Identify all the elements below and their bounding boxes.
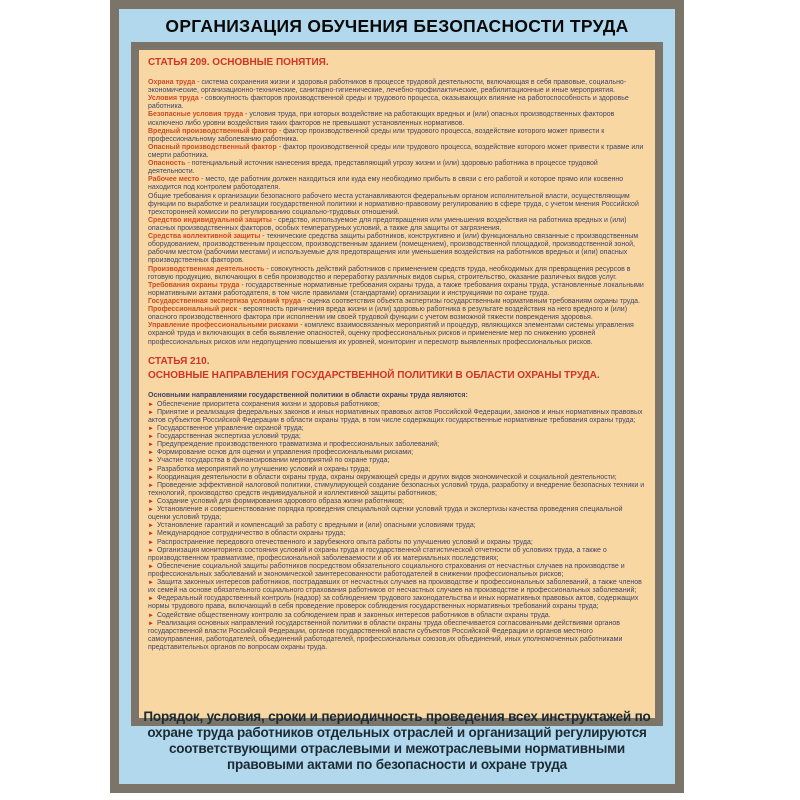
- bullet-text: Создание условий для формирования здорового образа жизни работников;: [156, 498, 404, 506]
- definition-text: - комплекс взаимосвязанных мероприятий и процедур, являющихся элементами системы управления охраной труда и включающих в себя выявление опасностей, оценку профессиональных рисков и применение мер по снижению уровней профессиональных рисков или недопущению повышения их уровней, мониторинг и пересмотр выявленных профессиональных рисков.: [148, 322, 634, 346]
- definition-text: Общие требования к организации безопасного рабочего места устанавливаются федеральным органом исполнительной власти, осуществляющим функции по выработке и реализации государственной политики и нормативно-правовому регулированию в сфере труда, с учетом мнения Российской трехсторонней комиссии по регулированию социально-трудовых отношений.: [148, 192, 639, 216]
- definition-text: - вероятность причинения вреда жизни и (или) здоровью работника в результате воздействия на него вредного и (или) опасного производственного фактора при исполнении им своей трудовой функции с учетом возможной тяжести повреждения здоровья.: [148, 306, 628, 322]
- bullet-text: Обеспечение социальной защиты работников посредством обязательного социального страхования от несчастных случаев на производстве и профессиональных заболеваний и экономической заинтересованности работодателей в снижении профессиональных рисков;: [148, 562, 625, 579]
- definition-text: - фактор производственной среды или трудового процесса, воздействие которого может привести к травме или смерти работника.: [148, 143, 644, 159]
- bullet-item: [148, 579, 646, 595]
- bullet-item: [148, 425, 646, 433]
- bullet-arrow-icon: ►: [148, 434, 154, 441]
- bullet-arrow-icon: ►: [148, 482, 154, 489]
- safety-training-poster: [110, 0, 684, 793]
- bullet-arrow-icon: ►: [148, 409, 154, 416]
- definition-item: [148, 160, 646, 176]
- bullet-item: [148, 474, 646, 482]
- bullet-text: Государственная экспертиза условий труда;: [156, 433, 301, 441]
- bullet-text: Международное сотрудничество в области охраны труда;: [156, 530, 346, 538]
- definition-text: - место, где работник должен находиться или куда ему необходимо прибыть в связи с его работой и которое прямо или косвенно находится под контролем работодателя.: [148, 176, 624, 192]
- bullet-item: [148, 498, 646, 506]
- definition-item: [148, 217, 646, 233]
- bullet-text: Установление и совершенствование порядка проведения специальной оценки условий труда и экспертизы качества проведения специальной оценки условий труда;: [148, 506, 623, 522]
- definition-term: Безопасные условия труда: [148, 111, 244, 119]
- definition-term: Производственная деятельность: [148, 265, 265, 273]
- bullet-text: Защита законных интересов работников, пострадавших от несчастных случаев на производстве и профессиональных заболеваний, а также членов их семей на основе обязательного социального страхования работников от несчастных случаев на производстве и профессиональных заболеваний;: [148, 579, 642, 595]
- article-210-intro: Основными направлениями государственной политики в области охраны труда являются:: [148, 391, 468, 399]
- definition-term: Рабочее место: [148, 176, 200, 184]
- spacer: [148, 384, 646, 392]
- bullet-item: [148, 595, 646, 611]
- bullet-arrow-icon: ►: [148, 401, 154, 408]
- definition-term: Охрана труда: [148, 79, 196, 86]
- definition-term: Средства коллективной защиты: [148, 233, 261, 241]
- poster-title: ОРГАНИЗАЦИЯ ОБУЧЕНИЯ БЕЗОПАСНОСТИ ТРУДА: [165, 16, 629, 36]
- definition-item: [148, 298, 646, 306]
- bullet-text: Координация деятельности в области охраны труда, охраны окружающей среды и других видов экономической и социальной деятельности;: [156, 473, 617, 481]
- definition-item: [148, 128, 646, 144]
- definition-term: Условия труда: [148, 95, 199, 103]
- definition-item: [148, 144, 646, 160]
- bullet-text: Реализация основных направлений государственной политики в области охраны труда обеспечивается согласованными действиями органов государственной власти Российской Федерации, органов государственной власти субъектов Российской Федерации и органов местного самоуправления, работодателей, объединений работодателей, профессиональных союзов,их объединений, иных уполномоченных работниками представительных органов по вопросам охраны труда.: [148, 619, 623, 651]
- article-209-heading: СТАТЬЯ 209. ОСНОВНЫЕ ПОНЯТИЯ.: [148, 57, 329, 68]
- bullet-item: [148, 506, 646, 522]
- bullet-arrow-icon: ►: [148, 458, 154, 465]
- bullet-text: Государственное управление охраной труда;: [156, 425, 304, 433]
- definition-text: - потенциальный источник нанесения вреда, представляющий угрозу жизни и (или) здоровью работника в процессе трудовой деятельности.: [148, 160, 598, 176]
- bullet-arrow-icon: ►: [148, 426, 154, 433]
- bullet-arrow-icon: ►: [148, 499, 154, 506]
- bullet-text: Обеспечение приоритета сохранения жизни и здоровья работников;: [156, 400, 380, 408]
- bullet-arrow-icon: ►: [148, 596, 154, 603]
- article-210-heading-block: [148, 356, 646, 382]
- bullet-item: [148, 466, 646, 474]
- bullet-item: [148, 441, 646, 449]
- bullet-item: [148, 401, 646, 409]
- definition-term: Требования охраны труда: [148, 281, 240, 289]
- bullet-arrow-icon: ►: [148, 612, 154, 619]
- definition-item: [148, 306, 646, 322]
- definition-text: - совокупность факторов производственной среды и трудового процесса, оказывающих влияние на работоспособность и здоровье работника.: [148, 95, 629, 111]
- definition-term: Средство индивидуальной защиты: [148, 216, 272, 224]
- definition-term: Опасность: [148, 160, 186, 168]
- bullet-text: Федеральный государственный контроль (надзор) за соблюдением трудового законодательства и иных нормативных правовых актов, содержащих нормы трудового права, включающий в себя проведение проверок соблюдения государственных нормативных требований охраны труда;: [148, 595, 639, 611]
- bullet-arrow-icon: ►: [148, 580, 154, 587]
- bullet-text: Организация мониторинга состояния условий и охраны труда и государственной статистической отчетности об условиях труда, а также о производственном травматизме, профессиональной заболеваемости и об их материальных последствиях;: [148, 546, 607, 562]
- bullet-item: [148, 530, 646, 538]
- article-210-heading-line2: ОСНОВНЫЕ НАПРАВЛЕНИЯ ГОСУДАРСТВЕННОЙ ПОЛИТИКИ В ОБЛАСТИ ОХРАНЫ ТРУДА.: [148, 369, 600, 381]
- definition-item: [148, 282, 646, 298]
- definition-text: - совокупность действий работников с применением средств труда, необходимых для превращения ресурсов в готовую продукцию, включающих в себя производство и переработку различных видов сырья, строительство, оказание различных видов услуг.: [148, 265, 631, 281]
- definition-term: Профессиональный риск: [148, 306, 238, 314]
- definition-item: [148, 233, 646, 265]
- bullet-text: Содействие общественному контролю за соблюдением прав и законных интересов работников в области охраны труда.: [156, 611, 551, 619]
- bullet-text: Распространение передового отечественного и зарубежного опыта работы по улучшению условий и охраны труда;: [156, 538, 533, 546]
- bullet-arrow-icon: ►: [148, 547, 154, 554]
- bullet-text: Участие государства в финансировании мероприятий по охране труда;: [156, 457, 390, 465]
- definition-item: [148, 79, 646, 95]
- definition-text: - условия труда, при которых воздействие на работающих вредных и (или) опасных производственных факторов исключено либо уровни воздействия таких факторов не превышают установленных нормативов.: [148, 111, 615, 127]
- definition-term: Вредный производственный фактор: [148, 127, 277, 135]
- definition-term: Государственная экспертиза условий труда: [148, 297, 302, 305]
- definition-item: [148, 176, 646, 192]
- definition-text: - государственные нормативные требования охраны труда, а также требования охраны труда, установленные локальными нормативными актами работодателя, в том числе правилами (стандартами) организации и инструкциями по охране труда.: [148, 281, 644, 297]
- bullet-arrow-icon: ►: [148, 539, 154, 546]
- bullet-arrow-icon: ►: [148, 450, 154, 457]
- bullet-arrow-icon: ►: [148, 466, 154, 473]
- bullet-text: Принятие и реализация федеральных законов и иных нормативных правовых актов Российской Федерации, законов и иных нормативных правовых актов субъектов Российской Федерации в области охраны труда, в том числе содержащих государственные нормативные требования охраны труда;: [148, 408, 643, 424]
- bullet-item: [148, 482, 646, 498]
- definition-term: Управление профессиональными рисками: [148, 322, 299, 330]
- spacer: [148, 71, 646, 79]
- bullet-arrow-icon: ►: [148, 531, 154, 538]
- definition-item: [148, 95, 646, 111]
- definition-item: [148, 322, 646, 346]
- bullet-text: Предупреждение производственного травматизма и профессиональных заболеваний;: [156, 441, 440, 449]
- bullet-item: [148, 457, 646, 465]
- footer-banner: Порядок, условия, сроки и периодичность проведения всех инструктажей по охране труда работников отдельных отраслей и организаций регулируются соответствующими отраслевыми и межотраслевыми нормативными правовыми актами по безопасности и охране труда: [143, 709, 651, 773]
- definition-item: [148, 111, 646, 127]
- bullet-item: [148, 563, 646, 579]
- definition-item: [148, 193, 646, 217]
- bullet-arrow-icon: ►: [148, 620, 154, 627]
- definition-item: [148, 266, 646, 282]
- bullet-text: Формирование основ для оценки и управления профессиональными рисками;: [156, 449, 414, 457]
- content-box: [131, 42, 663, 726]
- bullet-arrow-icon: ►: [148, 507, 154, 514]
- bullet-arrow-icon: ►: [148, 563, 154, 570]
- bullet-item: [148, 620, 646, 652]
- bullet-item: [148, 612, 646, 620]
- definition-text: - фактор производственной среды или трудового процесса, воздействие которого может привести к профессиональному заболеванию работника.: [148, 127, 605, 143]
- bullet-arrow-icon: ►: [148, 523, 154, 530]
- bullet-item: [148, 409, 646, 425]
- definition-term: Опасный производственный фактор: [148, 143, 277, 151]
- bullet-text: Проведение эффективной налоговой политики, стимулирующей создание безопасных условий труда, разработку и внедрение безопасных техники и технологий, производство средств индивидуальной и коллективной защиты работников;: [148, 481, 645, 497]
- definition-text: - система сохранения жизни и здоровья работников в процессе трудовой деятельности, включающая в себя правовые, социально-экономические, организационно-технические, санитарно-гигиенические, лечебно-профилактические, реабилитационные и иные мероприятия.: [148, 79, 627, 95]
- bullet-arrow-icon: ►: [148, 442, 154, 449]
- bullet-item: [148, 547, 646, 563]
- definition-text: - оценка соответствия объекта экспертизы государственным нормативным требованиям охраны труда.: [301, 297, 640, 305]
- bullet-text: Разработка мероприятий по улучшению условий и охраны труда;: [156, 465, 371, 473]
- bullet-arrow-icon: ►: [148, 474, 154, 481]
- article-210-heading-line1: СТАТЬЯ 210.: [148, 355, 210, 367]
- definition-text: - средство, используемое для предотвращения или уменьшения воздействия на работника вредных и (или) опасных производственных факторов, особых температурных условий, а также для защиты от загрязнения.: [148, 216, 627, 232]
- bullet-text: Установление гарантий и компенсаций за работу с вредными и (или) опасными условиями труда;: [156, 522, 476, 530]
- definition-text: - технические средства защиты работников, конструктивно и (или) функционально связанные с производственным оборудованием, производственным процессом, производственным зданием (помещением), производственной площадкой, производственной зоной, рабочим местом (рабочими местами) и используемые для предотвращения или уменьшения воздействия на работников вредных и (или) опасных производственных факторов.: [148, 233, 639, 265]
- bullet-item: [148, 539, 646, 547]
